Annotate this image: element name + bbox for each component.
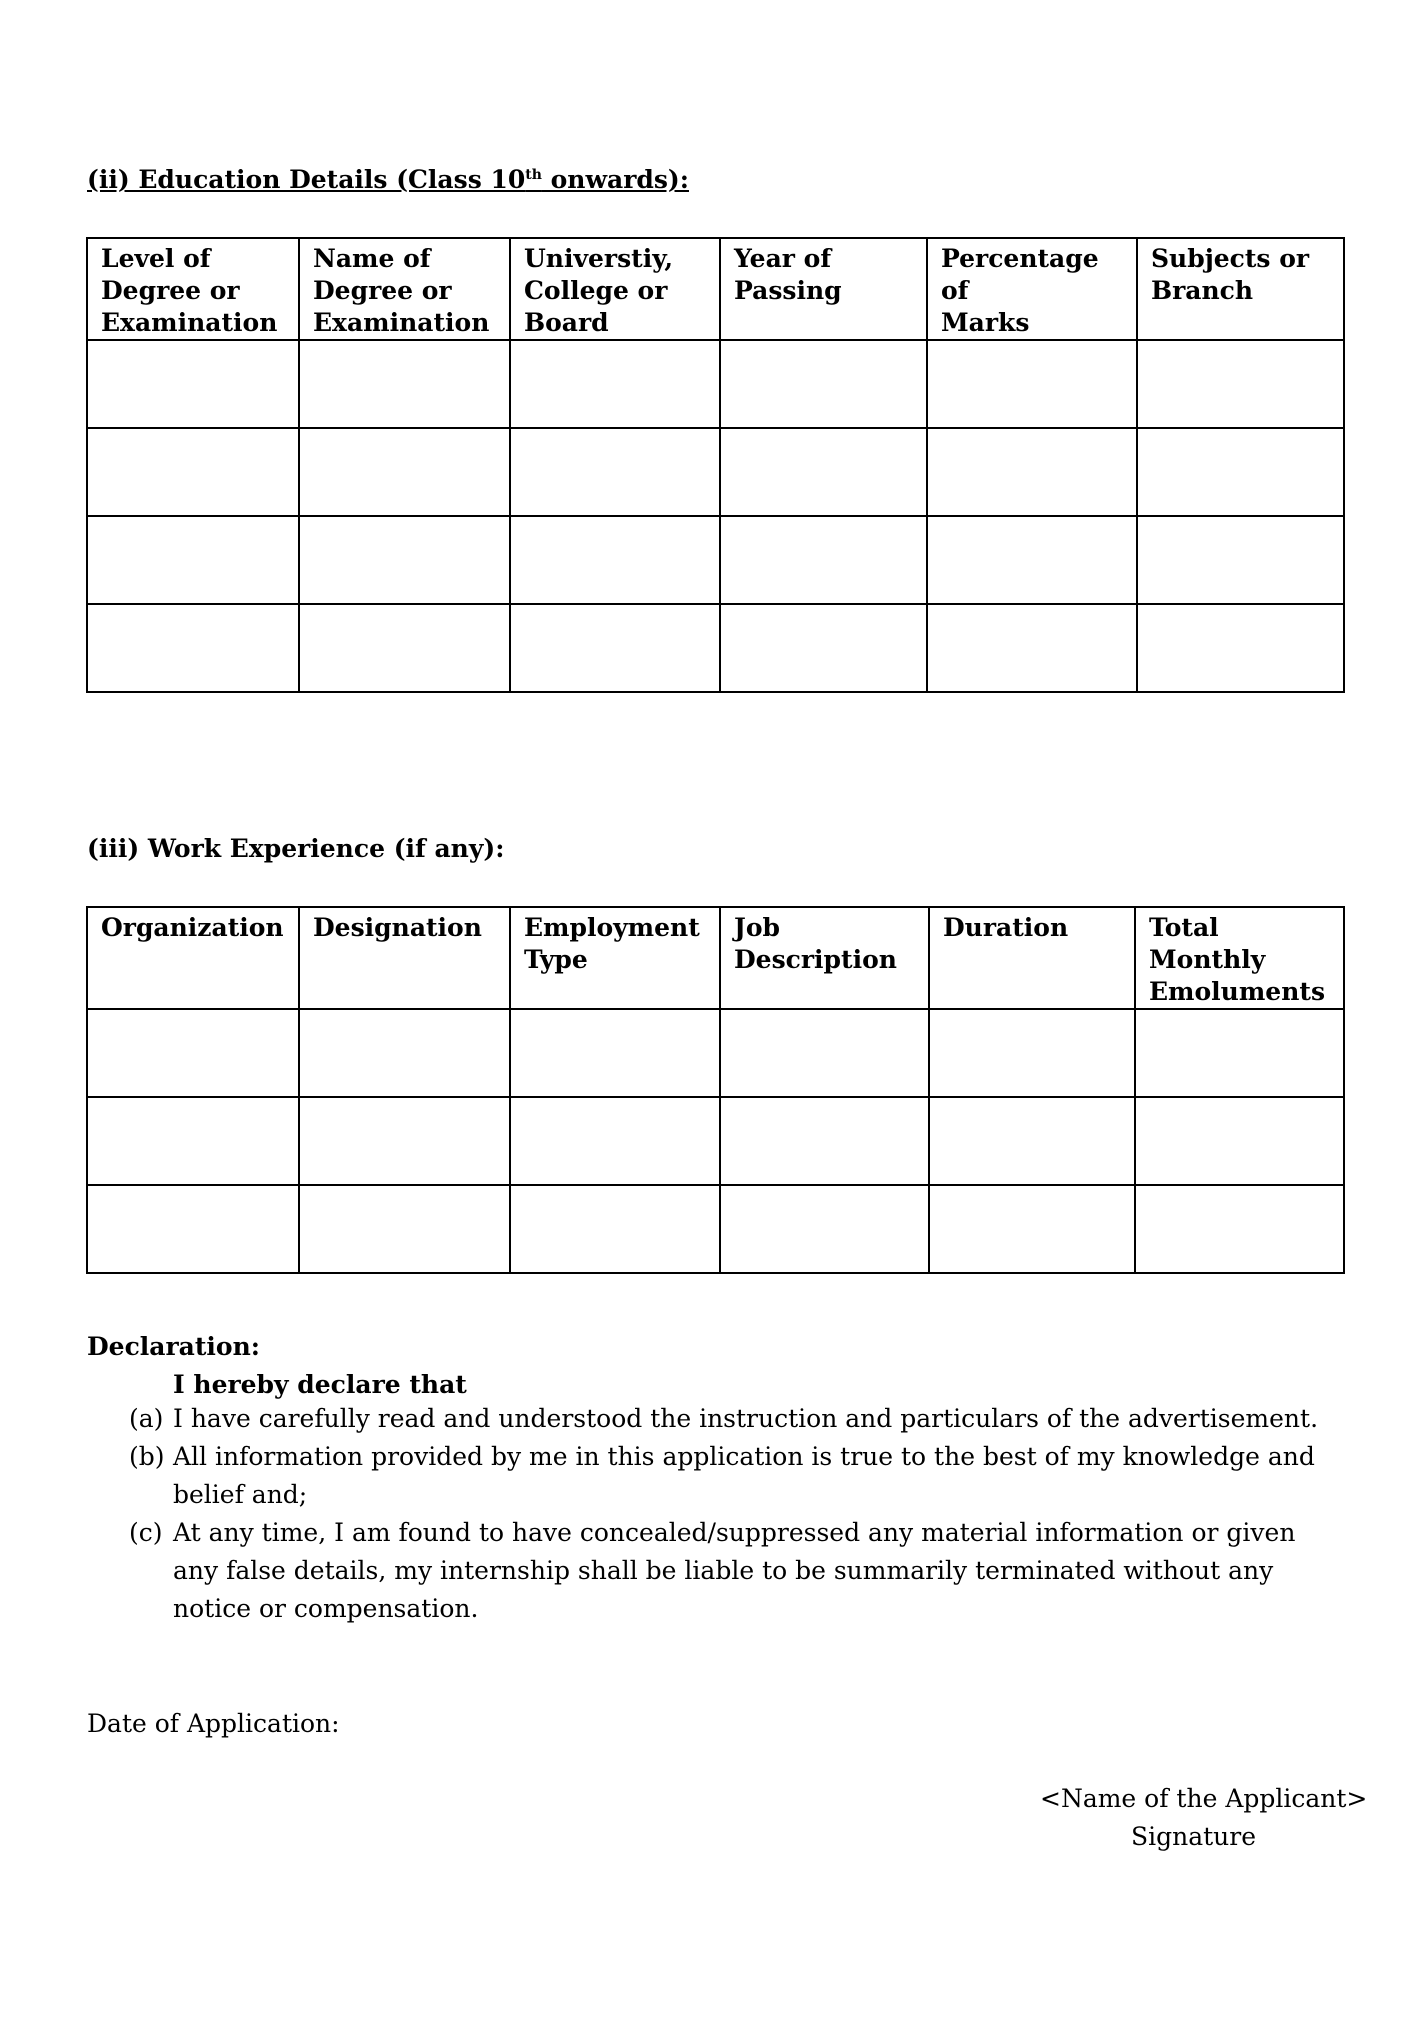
- empty-cell[interactable]: [510, 516, 720, 604]
- empty-cell[interactable]: [1135, 1185, 1344, 1273]
- empty-cell[interactable]: [927, 340, 1137, 428]
- empty-cell[interactable]: [1137, 516, 1344, 604]
- education-title-sup: th: [525, 167, 542, 183]
- education-section-title: [87, 165, 689, 195]
- empty-cell[interactable]: [299, 428, 510, 516]
- table-row: [87, 516, 1344, 604]
- empty-cell[interactable]: [87, 1009, 299, 1097]
- column-header-line: Total Monthly: [1149, 913, 1266, 974]
- column-header-line: Job: [734, 913, 780, 942]
- column-header: [929, 907, 1135, 1009]
- empty-cell[interactable]: [929, 1097, 1135, 1185]
- column-header-line: Examination: [101, 308, 278, 337]
- column-header-line: Degree or: [101, 276, 240, 305]
- empty-cell[interactable]: [720, 604, 927, 692]
- column-header: [720, 907, 929, 1009]
- column-header-line: Subjects or: [1151, 244, 1310, 273]
- declaration-item-label: (c): [129, 1518, 163, 1547]
- declaration-item-text: All information provided by me in this application is true to the best of my knowledge and belief and;: [173, 1442, 1315, 1509]
- column-header-line: Percentage of: [941, 244, 1099, 305]
- column-header-line: Universtiy,: [524, 244, 674, 273]
- empty-cell[interactable]: [1135, 1009, 1344, 1097]
- applicant-name-placeholder: <Name of the Applicant>: [1040, 1784, 1368, 1813]
- table-row: [87, 1185, 1344, 1273]
- empty-cell[interactable]: [510, 604, 720, 692]
- empty-cell[interactable]: [299, 1097, 510, 1185]
- column-header: [510, 238, 720, 340]
- education-title-prefix: (ii) Education Details (Class 10: [87, 165, 526, 194]
- empty-cell[interactable]: [510, 1097, 720, 1185]
- empty-cell[interactable]: [87, 1185, 299, 1273]
- column-header-line: Emoluments: [1149, 977, 1326, 1006]
- column-header-line: Organization: [101, 913, 284, 942]
- empty-cell[interactable]: [87, 340, 299, 428]
- column-header-line: Level of: [101, 244, 211, 273]
- empty-cell[interactable]: [927, 604, 1137, 692]
- column-header-line: Branch: [1151, 276, 1254, 305]
- empty-cell[interactable]: [299, 1185, 510, 1273]
- empty-cell[interactable]: [87, 428, 299, 516]
- declaration-item-label: (a): [129, 1404, 164, 1433]
- column-header-line: Name of: [313, 244, 431, 273]
- declaration-item-text: I have carefully read and understood the instruction and particulars of the advertisement.: [173, 1404, 1319, 1433]
- table-row: [87, 428, 1344, 516]
- date-of-application-label: Date of Application:: [87, 1709, 340, 1738]
- empty-cell[interactable]: [299, 604, 510, 692]
- column-header: [299, 238, 510, 340]
- empty-cell[interactable]: [927, 516, 1137, 604]
- empty-cell[interactable]: [929, 1185, 1135, 1273]
- work-experience-table: [86, 906, 1345, 1274]
- education-details-table: [86, 237, 1345, 693]
- column-header: [87, 907, 299, 1009]
- column-header-line: Marks: [941, 308, 1030, 337]
- empty-cell[interactable]: [299, 1009, 510, 1097]
- column-header-line: Duration: [943, 913, 1069, 942]
- empty-cell[interactable]: [299, 340, 510, 428]
- empty-cell[interactable]: [720, 516, 927, 604]
- declaration-item-a: [129, 1400, 1359, 1438]
- column-header-line: Board: [524, 308, 609, 337]
- empty-cell[interactable]: [720, 1185, 929, 1273]
- empty-cell[interactable]: [720, 1097, 929, 1185]
- empty-cell[interactable]: [1137, 340, 1344, 428]
- empty-cell[interactable]: [927, 428, 1137, 516]
- empty-cell[interactable]: [87, 1097, 299, 1185]
- signature-label: Signature: [1131, 1822, 1257, 1851]
- column-header-line: Passing: [734, 276, 842, 305]
- column-header-line: Description: [734, 945, 897, 974]
- empty-cell[interactable]: [87, 516, 299, 604]
- declaration-list: [129, 1400, 1359, 1640]
- column-header-line: Employment: [524, 913, 700, 942]
- empty-cell[interactable]: [1137, 428, 1344, 516]
- empty-cell[interactable]: [929, 1009, 1135, 1097]
- column-header-line: Designation: [313, 913, 482, 942]
- empty-cell[interactable]: [510, 1009, 720, 1097]
- empty-cell[interactable]: [1135, 1097, 1344, 1185]
- empty-cell[interactable]: [510, 428, 720, 516]
- empty-cell[interactable]: [299, 516, 510, 604]
- empty-cell[interactable]: [720, 428, 927, 516]
- column-header: [299, 907, 510, 1009]
- empty-cell[interactable]: [510, 1185, 720, 1273]
- column-header: [927, 238, 1137, 340]
- work-experience-section-title: (iii) Work Experience (if any):: [87, 834, 505, 863]
- declaration-item-c: [129, 1514, 1359, 1628]
- column-header-line: Type: [524, 945, 588, 974]
- column-header-line: Degree or: [313, 276, 452, 305]
- table-row: [87, 340, 1344, 428]
- table-row: [87, 604, 1344, 692]
- declaration-item-text: At any time, I am found to have concealed/suppressed any material information or given any false details, my internship shall be liable to be summarily terminated without any notice or compensation.: [173, 1518, 1296, 1623]
- declaration-item-label: (b): [129, 1442, 165, 1471]
- column-header: [1135, 907, 1344, 1009]
- column-header: [87, 238, 299, 340]
- empty-cell[interactable]: [1137, 604, 1344, 692]
- column-header-line: College or: [524, 276, 668, 305]
- column-header-line: Year of: [734, 244, 832, 273]
- empty-cell[interactable]: [720, 1009, 929, 1097]
- table-row: [87, 1097, 1344, 1185]
- empty-cell[interactable]: [720, 340, 927, 428]
- column-header: [720, 238, 927, 340]
- declaration-item-b: [129, 1438, 1359, 1514]
- empty-cell[interactable]: [510, 340, 720, 428]
- column-header: [510, 907, 720, 1009]
- empty-cell[interactable]: [87, 604, 299, 692]
- education-title-suffix: onwards):: [541, 165, 689, 194]
- declaration-intro: I hereby declare that: [173, 1370, 467, 1399]
- declaration-title: Declaration:: [87, 1332, 260, 1361]
- table-row: [87, 1009, 1344, 1097]
- column-header: [1137, 238, 1344, 340]
- column-header-line: Examination: [313, 308, 490, 337]
